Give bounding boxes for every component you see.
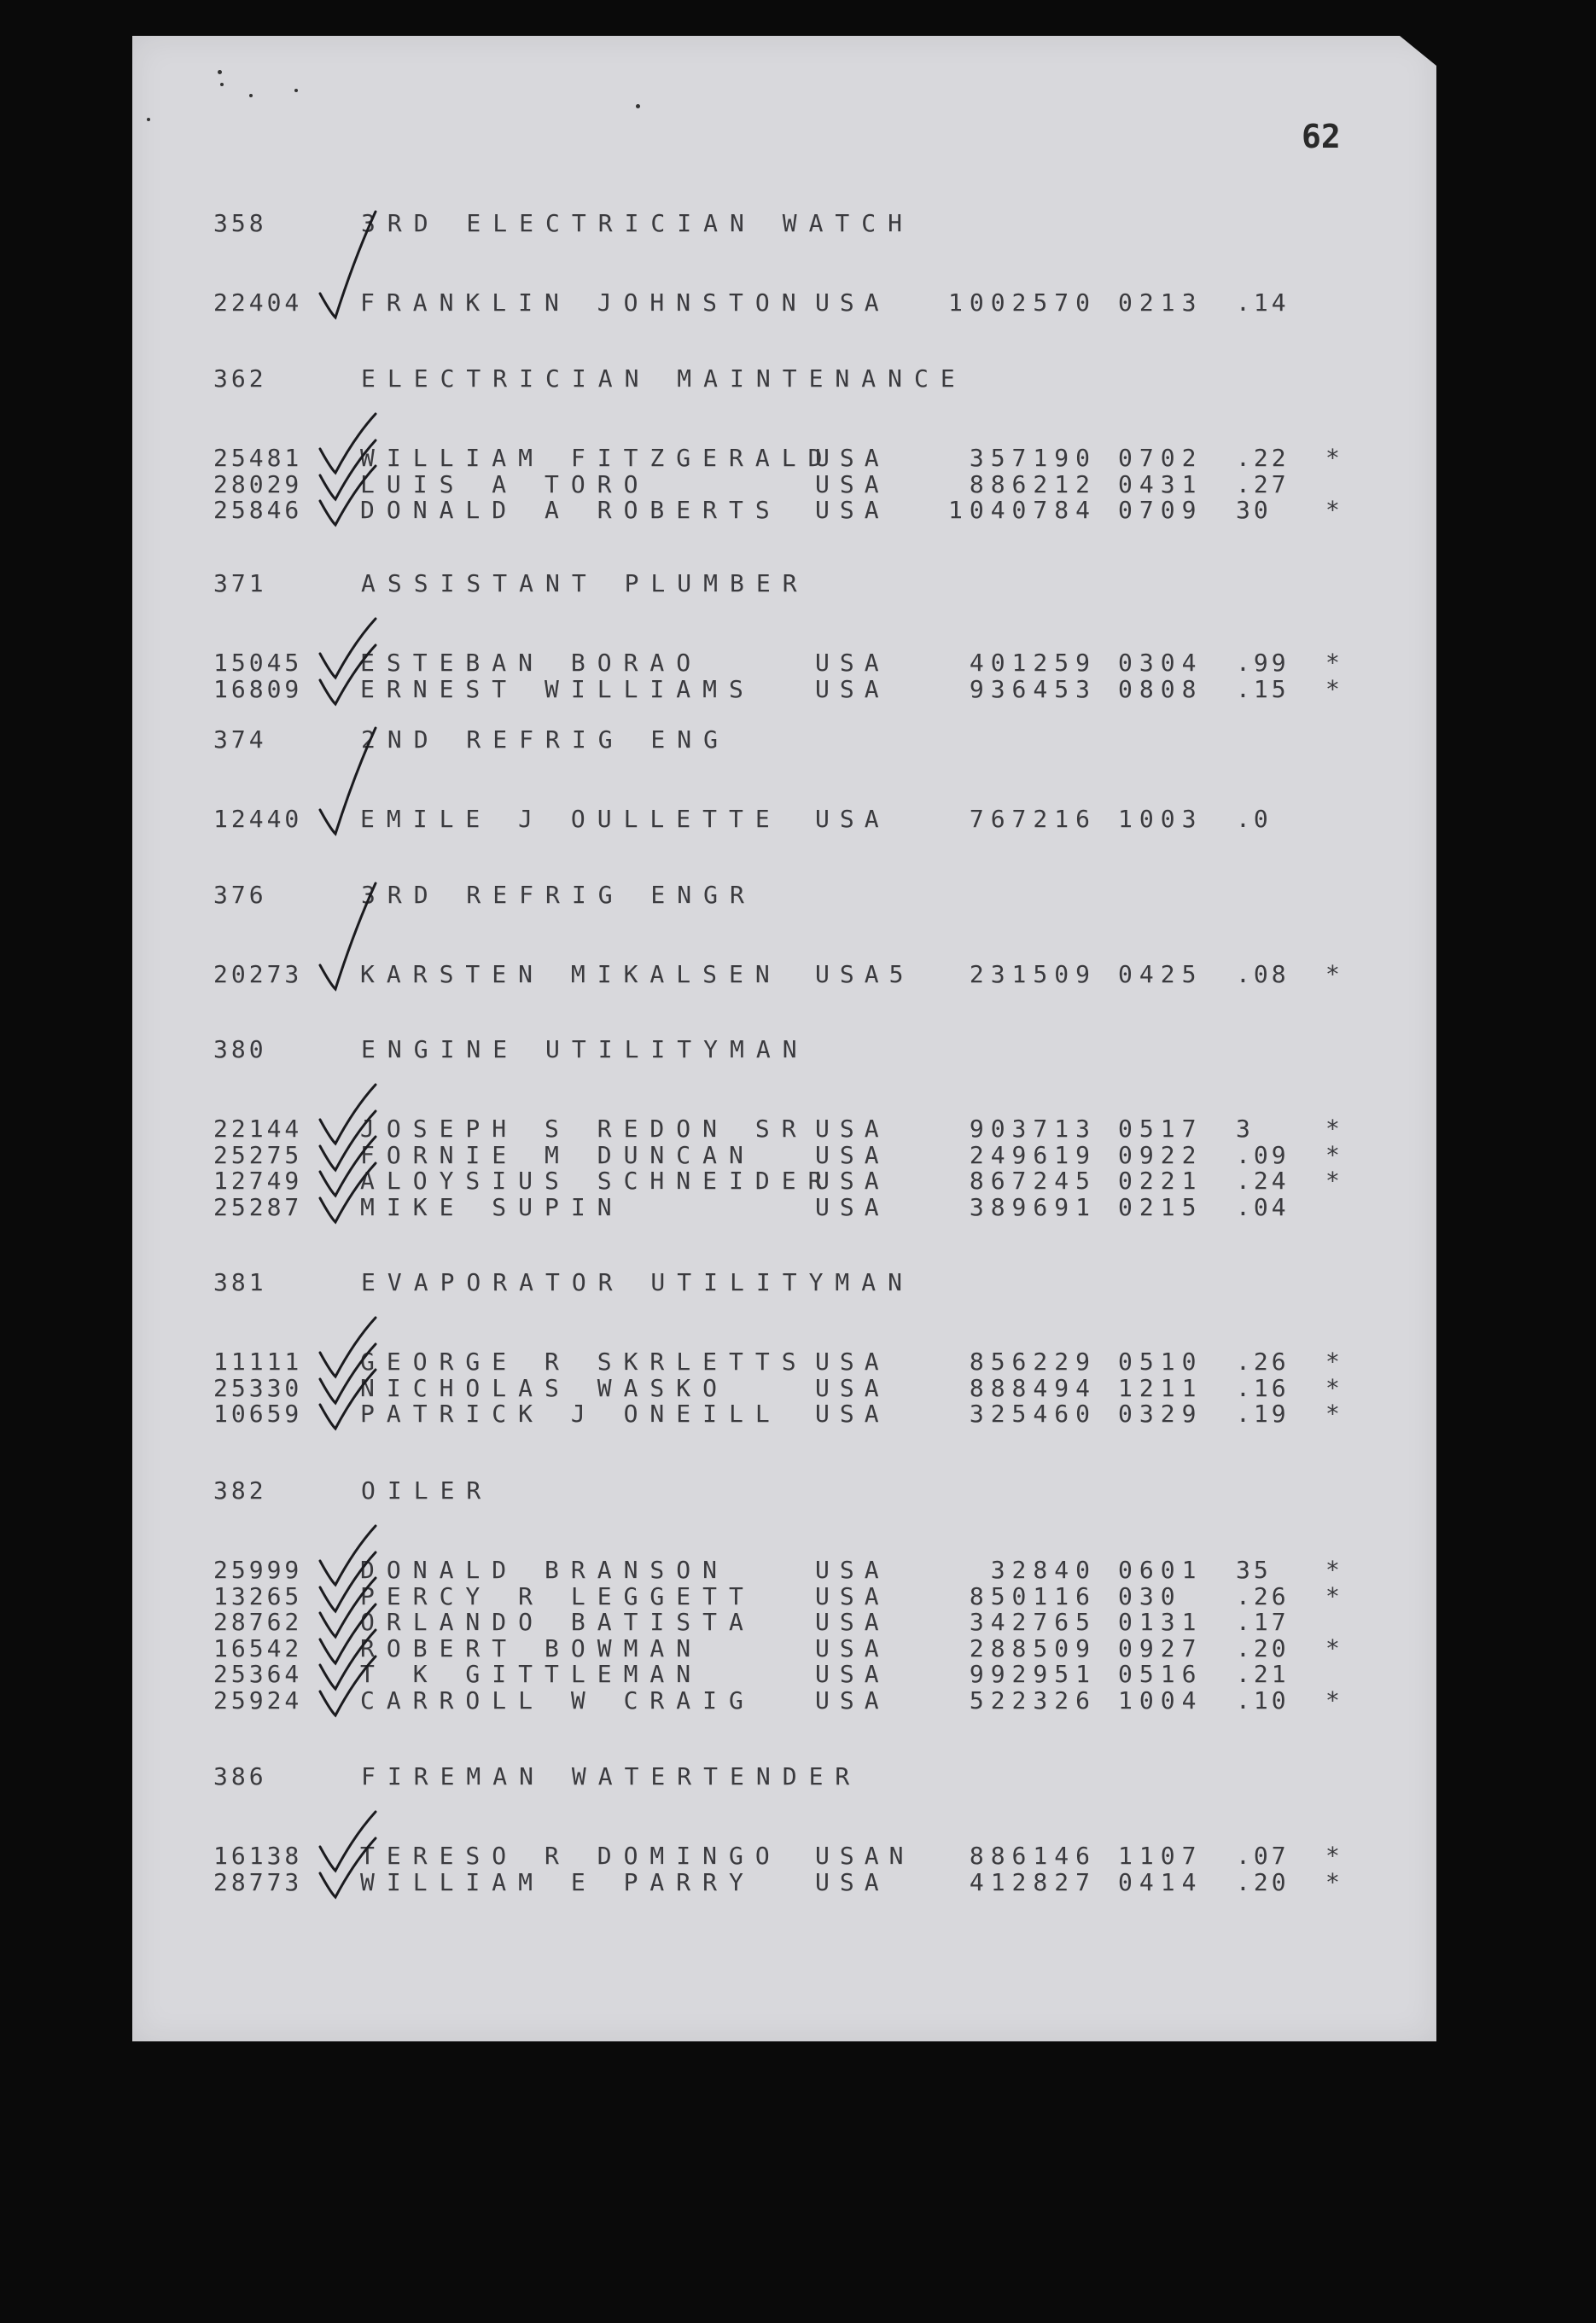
asterisk-mark: * xyxy=(1325,1167,1343,1195)
asterisk-mark: * xyxy=(1325,1115,1343,1143)
section-code: 371 xyxy=(213,569,267,597)
nationality: USA xyxy=(815,1868,889,1896)
crew-name: ESTEBAN BORAO xyxy=(360,649,703,677)
record-rate: 3 xyxy=(1236,1115,1254,1143)
crew-name: ERNEST WILLIAMS xyxy=(360,675,755,703)
crew-name: DONALD BRANSON xyxy=(360,1556,730,1584)
ink-speck xyxy=(249,94,253,97)
record-date: 1211 xyxy=(1118,1374,1203,1402)
section-title: 3RD REFRIG ENGR xyxy=(361,881,756,909)
crew-name: CARROLL W CRAIG xyxy=(360,1686,755,1715)
nationality: USA xyxy=(815,1556,889,1584)
nationality: USA xyxy=(815,1167,889,1195)
ink-speck xyxy=(220,83,224,86)
nationality: USA xyxy=(815,1400,889,1428)
crew-name: PATRICK J ONEILL xyxy=(360,1400,782,1428)
nationality: USA xyxy=(815,1115,889,1143)
nationality: USA xyxy=(815,1582,889,1610)
record-rate: .19 xyxy=(1236,1400,1290,1428)
nationality: USA xyxy=(815,288,889,317)
record-date: 0414 xyxy=(1118,1868,1203,1896)
ink-speck xyxy=(294,89,298,92)
section-code: 358 xyxy=(213,209,267,237)
nationality: USA xyxy=(815,1634,889,1662)
nationality: USA xyxy=(815,1686,889,1715)
record-id: 16809 xyxy=(213,675,303,703)
ink-speck xyxy=(147,118,150,121)
record-rate: .07 xyxy=(1236,1842,1290,1870)
crew-name: LUIS A TORO xyxy=(360,470,650,498)
section-code: 380 xyxy=(213,1035,267,1063)
record-date: 0702 xyxy=(1118,444,1203,472)
crew-name: TERESO R DOMINGO xyxy=(360,1842,782,1870)
record-number: 522326 xyxy=(969,1686,1097,1715)
crew-name: FORNIE M DUNCAN xyxy=(360,1141,755,1169)
record-id: 12440 xyxy=(213,805,303,833)
asterisk-mark: * xyxy=(1325,1842,1343,1870)
record-number: 249619 xyxy=(969,1141,1097,1169)
record-date: 0131 xyxy=(1118,1608,1203,1636)
record-number: 357190 xyxy=(969,444,1097,472)
section-title: FIREMAN WATERTENDER xyxy=(361,1762,862,1790)
nationality: USA xyxy=(815,649,889,677)
crew-name: GEORGE R SKRLETTS xyxy=(360,1348,808,1376)
record-rate: .27 xyxy=(1236,470,1290,498)
record-rate: 30 xyxy=(1236,496,1272,524)
record-id: 25330 xyxy=(213,1374,303,1402)
record-number: 288509 xyxy=(969,1634,1097,1662)
crew-name: ORLANDO BATISTA xyxy=(360,1608,755,1636)
crew-name: DONALD A ROBERTS xyxy=(360,496,782,524)
section-code: 382 xyxy=(213,1476,267,1505)
record-date: 1003 xyxy=(1118,805,1203,833)
asterisk-mark: * xyxy=(1325,1686,1343,1715)
record-id: 22144 xyxy=(213,1115,303,1143)
record-id: 12749 xyxy=(213,1167,303,1195)
record-rate: .14 xyxy=(1236,288,1290,317)
section-code: 386 xyxy=(213,1762,267,1790)
nationality: USA xyxy=(815,1141,889,1169)
nationality: USA5 xyxy=(815,960,914,988)
record-id: 25999 xyxy=(213,1556,303,1584)
record-rate: .20 xyxy=(1236,1634,1290,1662)
ink-speck xyxy=(636,104,640,108)
record-date: 0808 xyxy=(1118,675,1203,703)
nationality: USA xyxy=(815,1348,889,1376)
record-number: 886212 xyxy=(969,470,1097,498)
record-id: 25275 xyxy=(213,1141,303,1169)
record-id: 28773 xyxy=(213,1868,303,1896)
section-code: 376 xyxy=(213,881,267,909)
record-date: 0709 xyxy=(1118,496,1203,524)
crew-name: T K GITTLEMAN xyxy=(360,1660,703,1688)
nationality: USA xyxy=(815,1374,889,1402)
record-rate: .08 xyxy=(1236,960,1290,988)
record-id: 20273 xyxy=(213,960,303,988)
nationality: USA xyxy=(815,1193,889,1221)
record-number: 850116 xyxy=(969,1582,1097,1610)
nationality: USA xyxy=(815,444,889,472)
record-rate: .09 xyxy=(1236,1141,1290,1169)
record-number: 867245 xyxy=(969,1167,1097,1195)
asterisk-mark: * xyxy=(1325,496,1343,524)
crew-name: JOSEPH S REDON SR xyxy=(360,1115,808,1143)
ink-speck xyxy=(218,70,222,74)
asterisk-mark: * xyxy=(1325,1556,1343,1584)
record-number: 936453 xyxy=(969,675,1097,703)
record-number: 767216 xyxy=(969,805,1097,833)
crew-name: ALOYSIUS SCHNEIDER xyxy=(360,1167,835,1195)
asterisk-mark: * xyxy=(1325,649,1343,677)
section-code: 362 xyxy=(213,364,267,393)
record-date: 0213 xyxy=(1118,288,1203,317)
crew-name: KARSTEN MIKALSEN xyxy=(360,960,782,988)
record-date: 0517 xyxy=(1118,1115,1203,1143)
record-number: 342765 xyxy=(969,1608,1097,1636)
asterisk-mark: * xyxy=(1325,1400,1343,1428)
nationality: USA xyxy=(815,1660,889,1688)
record-id: 11111 xyxy=(213,1348,303,1376)
nationality: USA xyxy=(815,496,889,524)
record-date: 0927 xyxy=(1118,1634,1203,1662)
record-number: 412827 xyxy=(969,1868,1097,1896)
section-title: 2ND REFRIG ENG xyxy=(361,725,731,754)
section-code: 381 xyxy=(213,1268,267,1296)
asterisk-mark: * xyxy=(1325,675,1343,703)
section-title: ENGINE UTILITYMAN xyxy=(361,1035,809,1063)
record-date: 0425 xyxy=(1118,960,1203,988)
crew-name: EMILE J OULLETTE xyxy=(360,805,782,833)
record-id: 25481 xyxy=(213,444,303,472)
nationality: USAN xyxy=(815,1842,914,1870)
record-date: 0510 xyxy=(1118,1348,1203,1376)
record-number: 1040784 xyxy=(947,496,1097,524)
section-title: OILER xyxy=(361,1476,493,1505)
record-number: 231509 xyxy=(969,960,1097,988)
record-date: 1004 xyxy=(1118,1686,1203,1715)
page-number: 62 xyxy=(1302,118,1341,155)
crew-name: PERCY R LEGGETT xyxy=(360,1582,755,1610)
record-number: 888494 xyxy=(969,1374,1097,1402)
record-date: 0922 xyxy=(1118,1141,1203,1169)
crew-name: FRANKLIN JOHNSTON xyxy=(360,288,808,317)
record-rate: .21 xyxy=(1236,1660,1290,1688)
record-id: 28762 xyxy=(213,1608,303,1636)
record-rate: .10 xyxy=(1236,1686,1290,1715)
record-rate: .0 xyxy=(1236,805,1272,833)
record-date: 1107 xyxy=(1118,1842,1203,1870)
record-number: 32840 xyxy=(990,1556,1097,1584)
record-rate: .15 xyxy=(1236,675,1290,703)
asterisk-mark: * xyxy=(1325,1141,1343,1169)
asterisk-mark: * xyxy=(1325,1374,1343,1402)
crew-name: ROBERT BOWMAN xyxy=(360,1634,703,1662)
record-id: 13265 xyxy=(213,1582,303,1610)
record-id: 22404 xyxy=(213,288,303,317)
crew-name: MIKE SUPIN xyxy=(360,1193,624,1221)
record-number: 389691 xyxy=(969,1193,1097,1221)
record-number: 325460 xyxy=(969,1400,1097,1428)
record-date: 0601 xyxy=(1118,1556,1203,1584)
record-date: 030 xyxy=(1118,1582,1182,1610)
record-number: 1002570 xyxy=(947,288,1097,317)
record-id: 28029 xyxy=(213,470,303,498)
asterisk-mark: * xyxy=(1325,1634,1343,1662)
record-id: 25846 xyxy=(213,496,303,524)
nationality: USA xyxy=(815,805,889,833)
record-id: 16138 xyxy=(213,1842,303,1870)
record-id: 25287 xyxy=(213,1193,303,1221)
record-rate: .16 xyxy=(1236,1374,1290,1402)
record-id: 16542 xyxy=(213,1634,303,1662)
record-rate: .26 xyxy=(1236,1582,1290,1610)
record-rate: .99 xyxy=(1236,649,1290,677)
record-number: 903713 xyxy=(969,1115,1097,1143)
record-date: 0329 xyxy=(1118,1400,1203,1428)
asterisk-mark: * xyxy=(1325,1582,1343,1610)
record-date: 0516 xyxy=(1118,1660,1203,1688)
nationality: USA xyxy=(815,470,889,498)
crew-name: WILLIAM E PARRY xyxy=(360,1868,755,1896)
record-id: 15045 xyxy=(213,649,303,677)
asterisk-mark: * xyxy=(1325,1348,1343,1376)
record-rate: 35 xyxy=(1236,1556,1272,1584)
record-number: 886146 xyxy=(969,1842,1097,1870)
record-id: 10659 xyxy=(213,1400,303,1428)
record-date: 0431 xyxy=(1118,470,1203,498)
record-date: 0304 xyxy=(1118,649,1203,677)
record-date: 0215 xyxy=(1118,1193,1203,1221)
record-number: 992951 xyxy=(969,1660,1097,1688)
record-rate: .17 xyxy=(1236,1608,1290,1636)
record-rate: .26 xyxy=(1236,1348,1290,1376)
section-title: EVAPORATOR UTILITYMAN xyxy=(361,1268,915,1296)
crew-name: WILLIAM FITZGERALD xyxy=(360,444,835,472)
nationality: USA xyxy=(815,675,889,703)
section-title: ASSISTANT PLUMBER xyxy=(361,569,809,597)
record-id: 25364 xyxy=(213,1660,303,1688)
record-rate: .22 xyxy=(1236,444,1290,472)
record-rate: .04 xyxy=(1236,1193,1290,1221)
record-id: 25924 xyxy=(213,1686,303,1715)
section-code: 374 xyxy=(213,725,267,754)
record-number: 401259 xyxy=(969,649,1097,677)
asterisk-mark: * xyxy=(1325,444,1343,472)
asterisk-mark: * xyxy=(1325,1868,1343,1896)
crew-name: NICHOLAS WASKO xyxy=(360,1374,730,1402)
record-rate: .24 xyxy=(1236,1167,1290,1195)
asterisk-mark: * xyxy=(1325,960,1343,988)
record-date: 0221 xyxy=(1118,1167,1203,1195)
record-rate: .20 xyxy=(1236,1868,1290,1896)
section-title: 3RD ELECTRICIAN WATCH xyxy=(361,209,915,237)
record-number: 856229 xyxy=(969,1348,1097,1376)
nationality: USA xyxy=(815,1608,889,1636)
section-title: ELECTRICIAN MAINTENANCE xyxy=(361,364,967,393)
